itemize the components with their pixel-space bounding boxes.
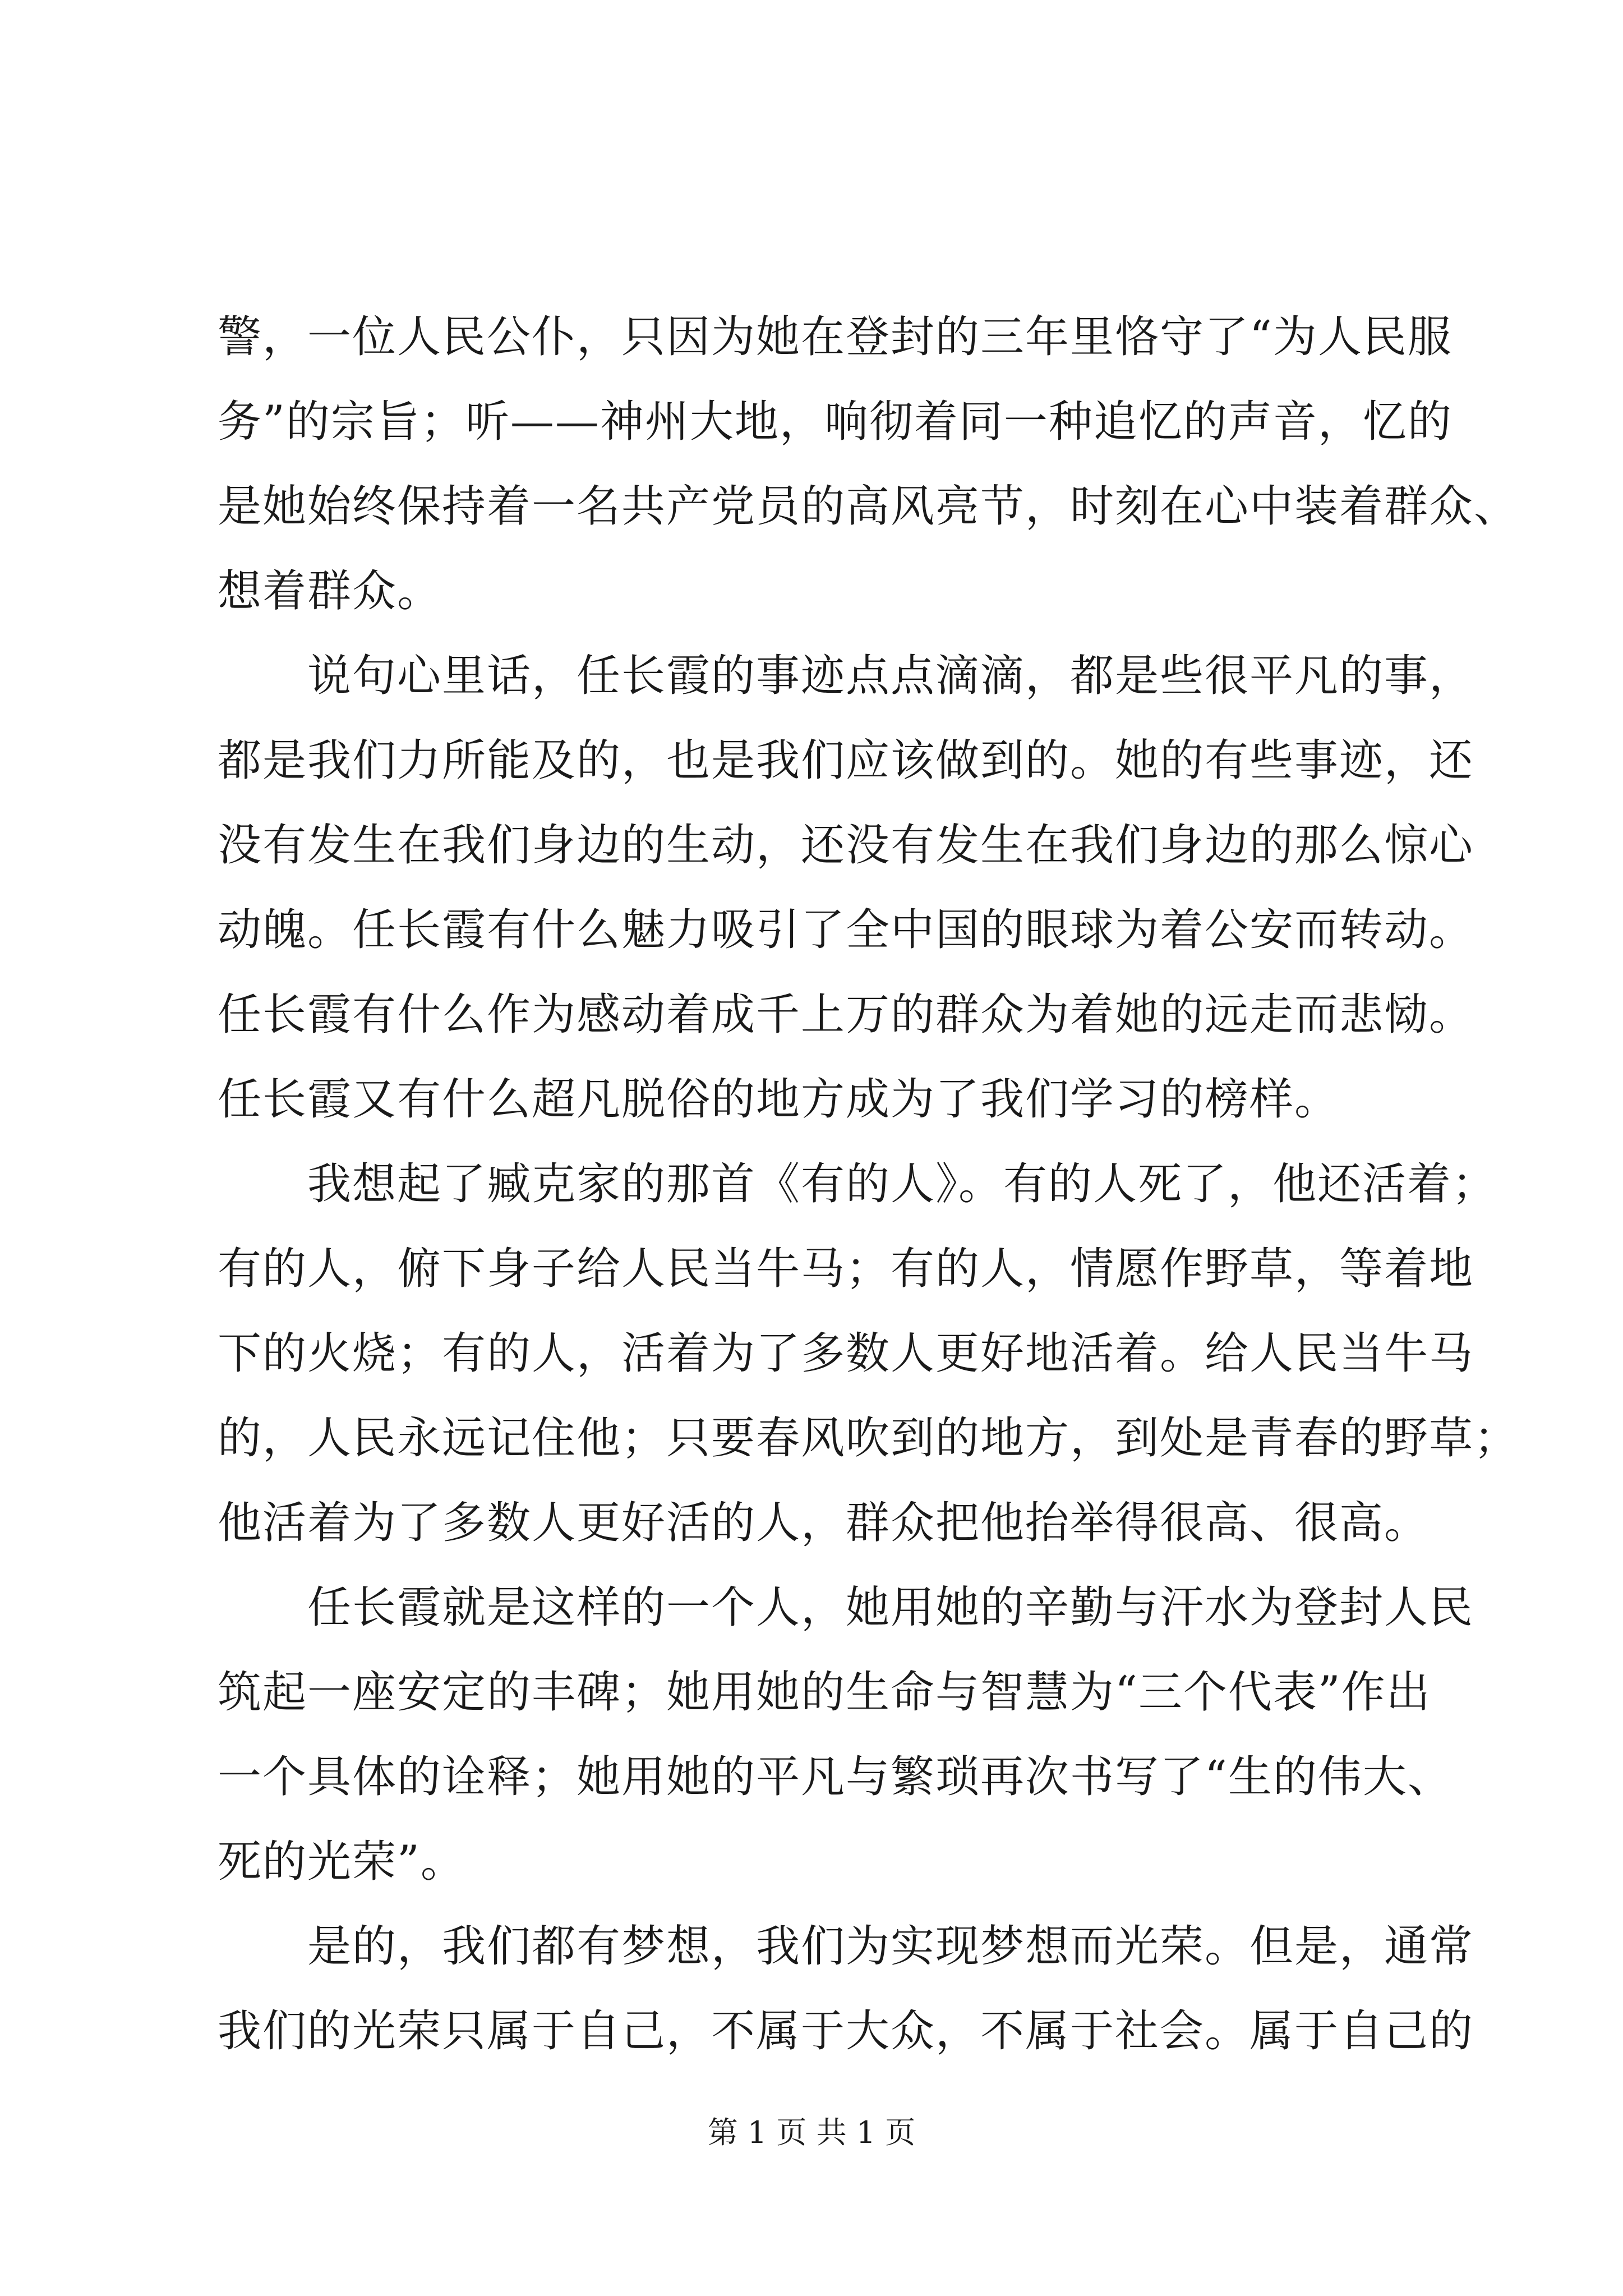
- text-line: 死的光荣”。: [218, 1837, 465, 1887]
- text-line: 任长霞就是这样的一个人，她用她的辛勤与汗水为登封人民: [307, 1582, 1474, 1633]
- text-line: 下的火烧；有的人，活着为了多数人更好地活着。给人民当牛马: [218, 1328, 1474, 1379]
- text-line: 的，人民永远记住他；只要春风吹到的地方，到处是青春的野草；: [218, 1413, 1519, 1464]
- text-line: 动魄。任长霞有什么魅力吸引了全中国的眼球为着公安而转动。: [218, 905, 1474, 955]
- page-number-footer: 第 1 页 共 1 页: [707, 2115, 916, 2150]
- document-body: [218, 295, 1519, 2074]
- text-line: 筑起一座安定的丰碑；她用她的生命与智慧为“三个代表”作出: [218, 1667, 1431, 1718]
- text-line: 都是我们力所能及的，也是我们应该做到的。她的有些事迹，还: [218, 735, 1474, 786]
- text-line: 有的人，俯下身子给人民当牛马；有的人，情愿作野草，等着地: [218, 1244, 1474, 1294]
- text-line: 任长霞有什么作为感动着成千上万的群众为着她的远走而悲恸。: [218, 990, 1474, 1040]
- text-line: 我想起了臧克家的那首《有的人》。有的人死了，他还活着；: [307, 1159, 1497, 1209]
- text-line: 是的，我们都有梦想，我们为实现梦想而光荣。但是，通常: [307, 1921, 1474, 1972]
- text-line: 任长霞又有什么超凡脱俗的地方成为了我们学习的榜样。: [218, 1074, 1340, 1125]
- text-line: 一个具体的诠释；她用她的平凡与繁琐再次书写了“生的伟大、: [218, 1752, 1453, 1802]
- paragraph-3: [218, 1142, 1519, 1566]
- text-line: 没有发生在我们身边的生动，还没有发生在我们身边的那么惊心: [218, 820, 1474, 871]
- paragraph-5: [218, 1904, 1502, 2074]
- text-line: 警，一位人民公仆，只因为她在登封的三年里恪守了“为人民服: [218, 312, 1453, 362]
- paragraph-2: [218, 634, 1502, 1142]
- paragraph-4: [218, 1566, 1502, 1904]
- text-line: 他活着为了多数人更好活的人，群众把他抬举得很高、很高。: [218, 1498, 1430, 1548]
- text-line: 说句心里话，任长霞的事迹点点滴滴，都是些很平凡的事，: [307, 651, 1474, 701]
- text-line: 务”的宗旨；听——神州大地，响彻着同一种追忆的声音，忆的: [218, 397, 1453, 447]
- text-line: 想着群众。: [218, 566, 442, 616]
- text-line: 我们的光荣只属于自己，不属于大众，不属于社会。属于自己的: [218, 2006, 1474, 2056]
- text-line: 是她始终保持着一名共产党员的高风亮节，时刻在心中装着群众、: [218, 481, 1519, 532]
- paragraph-1: [218, 295, 1519, 634]
